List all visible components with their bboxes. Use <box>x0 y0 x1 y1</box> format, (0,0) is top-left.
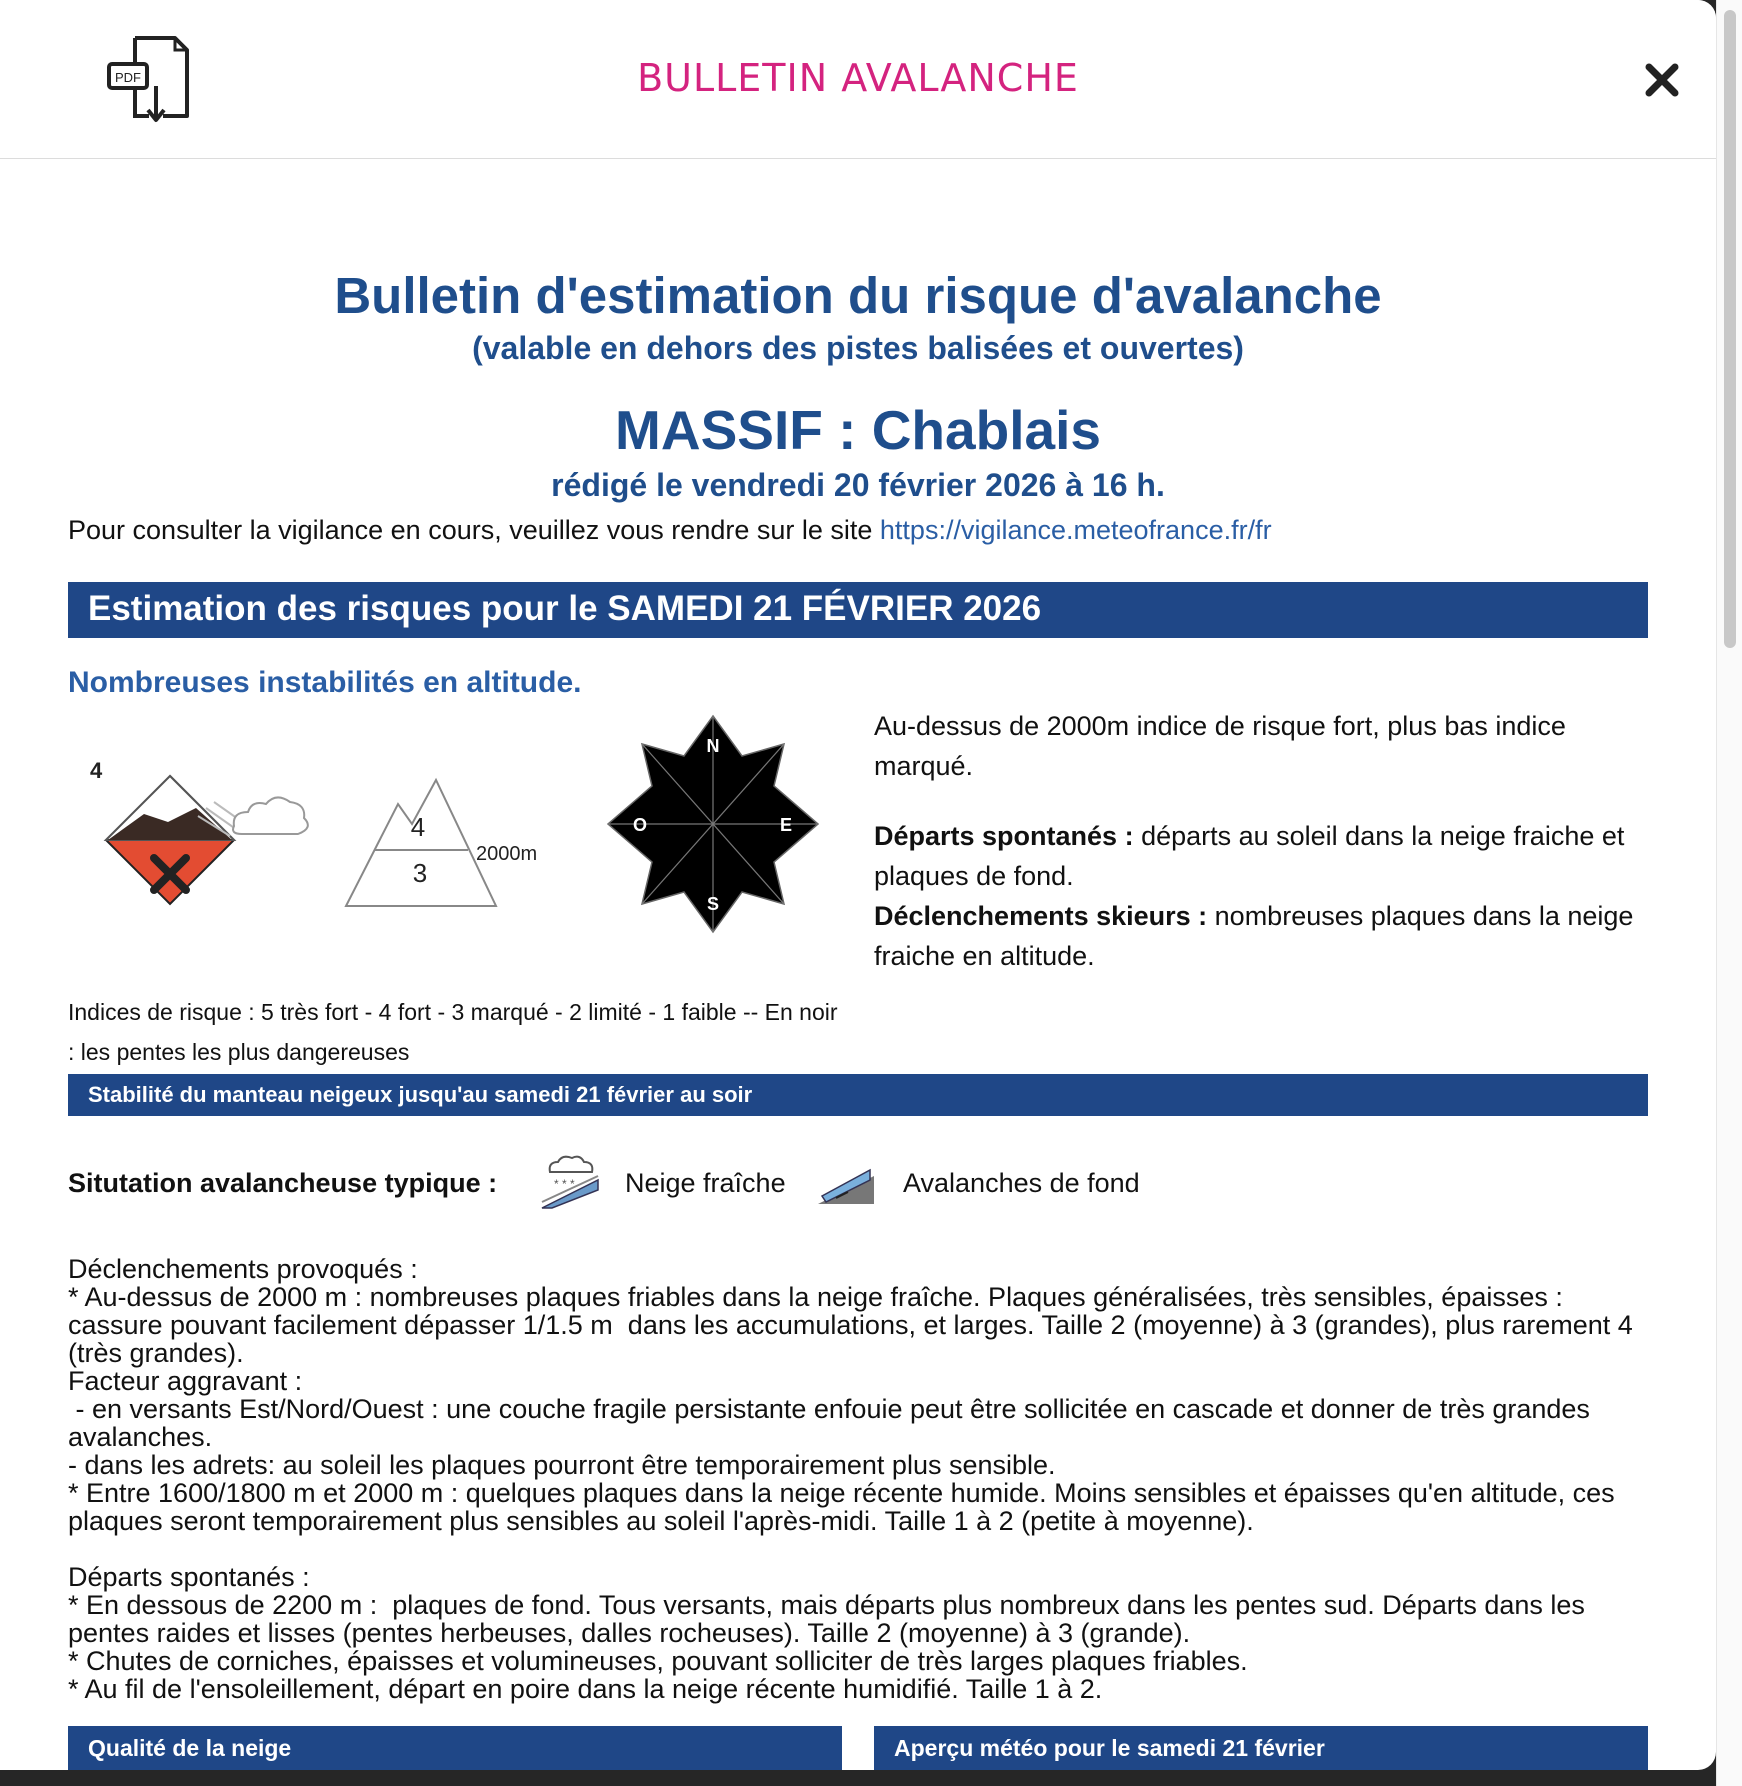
altitude-limit: 2000m <box>476 843 538 865</box>
page-subtitle: (valable en dehors des pistes balisées et ouvertes) <box>472 330 1244 366</box>
pdf-label: PDF <box>115 70 141 85</box>
risk-level-number: 4 <box>90 758 103 783</box>
compass-east: E <box>779 815 793 835</box>
modal-header <box>0 0 1716 159</box>
stability-bar: Stabilité du manteau neigeux jusqu'au samedi 21 février au soir <box>68 1074 1648 1116</box>
estimation-subtitle: Nombreuses instabilités en altitude. <box>68 666 582 699</box>
scrollbar-thumb[interactable] <box>1724 10 1736 648</box>
skier-triggers <box>874 896 1634 976</box>
altitude-pictogram <box>344 772 550 908</box>
modal-title: BULLETIN AVALANCHE <box>637 56 1079 100</box>
skier-label: Déclenchements skieurs : <box>874 901 1208 931</box>
compass-rose <box>604 714 822 934</box>
compass-west: O <box>632 815 648 835</box>
risk-description <box>874 706 1634 976</box>
situation-label: Situtation avalancheuse typique : <box>68 1168 498 1198</box>
risk-level-pictogram <box>84 756 316 916</box>
spontaneous-label: Départs spontanés : <box>874 821 1134 851</box>
spontaneous-departures <box>874 816 1634 896</box>
close-icon <box>1640 58 1684 102</box>
typical-situation <box>68 1154 1648 1234</box>
compass-north: N <box>706 736 720 756</box>
redaction-date: rédigé le vendredi 20 février 2026 à 16 h. <box>551 467 1165 503</box>
skier-text: nombreuses plaques dans la neige fraiche en altitude. <box>874 901 1634 971</box>
vigilance-link[interactable]: https://vigilance.meteofrance.fr/fr <box>879 515 1272 545</box>
risk-legend: Indices de risque : 5 très fort - 4 fort - 3 marqué - 2 limité - 1 faible -- En noir : les pentes les plus dangereuses <box>68 999 838 1065</box>
snow-quality-bar: Qualité de la neige <box>68 1726 842 1770</box>
vigilance-notice <box>68 515 1272 546</box>
altitude-upper-level: 4 <box>410 812 426 842</box>
massif-title: MASSIF : Chablais <box>615 399 1101 461</box>
spontaneous-text: départs au soleil dans la neige fraiche et plaques de fond. <box>874 821 1625 891</box>
svg-text:* * *: * * * <box>554 1177 575 1191</box>
risk-summary: Au-dessus de 2000m indice de risque fort, plus bas indice marqué. <box>874 711 1566 781</box>
compass-south: S <box>706 894 720 914</box>
page-title: Bulletin d'estimation du risque d'avalanche <box>334 267 1382 324</box>
estimation-bar: Estimation des risques pour le SAMEDI 21 FÉVRIER 2026 <box>68 582 1648 638</box>
situation-type-ground-avalanche: Avalanches de fond <box>903 1168 1140 1198</box>
ground-avalanche-icon <box>818 1164 878 1208</box>
situation-type-fresh-snow: Neige fraîche <box>625 1168 786 1198</box>
stability-details: Déclenchements provoqués : * Au-dessus de 2000 m : nombreuses plaques friables dans la neige fraîche. Plaques généralisées, très sensibles, épaisses : cassure pouvant facilement dépasser 1/1.5 m dans les accumulations, et larges. Taille 2 (moyenne) à 3 (grandes), plus rarement 4 (très grandes). Facteur aggravant : - en versants Est/Nord/Ouest : une couche fragile persistante enfouie peut être sollicitée en cascade et donner de très grandes avalanches. - dans les adrets: au soleil les plaques pourront être temporairement plus sensible. * Entre 1600/1800 m et 2000 m : quelques plaques dans la neige récente humide. Moins sensibles et épaisses qu'en altitude, ces plaques seront temporairement plus sensibles au soleil l'après-midi. Taille 1 à 2 (petite à moyenne). Départs spontanés : * En dessous de 2200 m : plaques de fond. Tous versants, mais départs plus nombreux dans les pentes sud. Départs dans les pentes raides et lisses (pentes herbeuses, dalles rocheuses). Taille 2 (moyenne) à 3 (grande). * Chutes de corniches, épaisses et volumineuses, pouvant solliciter de très larges plaques friables. * Au fil de l'ensoleillement, départ en poire dans la neige récente humidifié. Taille 1 à 2. <box>68 1254 1633 1704</box>
close-button[interactable] <box>1640 58 1684 102</box>
altitude-lower-level: 3 <box>412 858 428 888</box>
scrollbar[interactable] <box>1716 0 1742 1786</box>
weather-preview-bar: Aperçu météo pour le samedi 21 février <box>874 1726 1648 1770</box>
vigilance-text: Pour consulter la vigilance en cours, veuillez vous rendre sur le site <box>68 515 880 545</box>
fresh-snow-icon <box>540 1154 600 1212</box>
